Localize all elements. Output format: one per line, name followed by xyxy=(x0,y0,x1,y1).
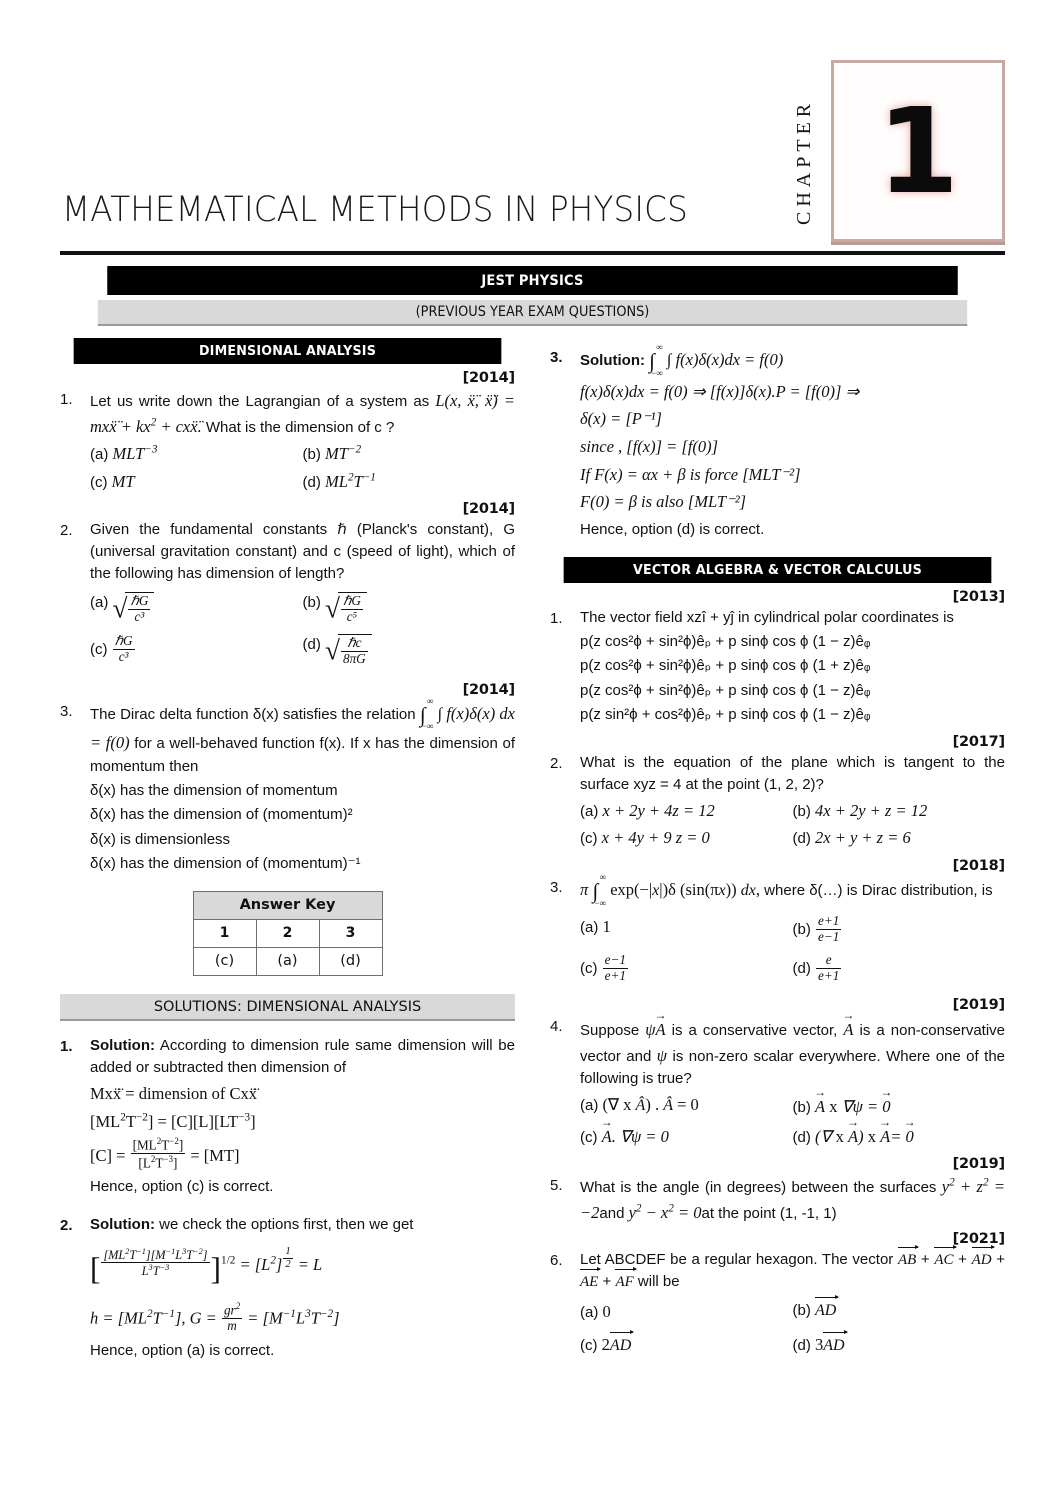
chapter-number: 1 xyxy=(876,82,960,220)
solution-line: since , [f(x)] = [f(0)] xyxy=(580,436,719,456)
integral-expression: exp(−|x|)δ (sin(πx)) dx, xyxy=(610,879,761,899)
chapter-word-label: CHAPTER xyxy=(793,98,815,226)
solution-line: [ $\frac{[ML^2T^{-1}][M^{-1}L^3T^{-2}]}{L^3T^{-3}}$ ]$^{1/2} = [L^2]$ $^{\frac{1}{2}}$ = L xyxy=(90,1245,323,1286)
option-a[interactable]: (a) 1 xyxy=(580,916,611,936)
question-item xyxy=(60,519,515,667)
option-b[interactable]: δ(x) has the dimension of (momentum)² xyxy=(90,806,353,824)
question-number: 6. xyxy=(550,1252,563,1270)
option-d[interactable]: (d) 2x + y + z = 6 xyxy=(792,828,911,848)
question-item xyxy=(60,388,515,495)
question-year: [2017] xyxy=(952,733,1005,750)
table-row xyxy=(193,919,382,947)
solution-text: Solution: According to dimension rule same dimension will be added or subtracted then dimension of xyxy=(90,1036,515,1077)
question-number: 5. xyxy=(550,1177,563,1195)
solution-conclusion: Hence, option (c) is correct. xyxy=(90,1177,274,1195)
option-a[interactable]: (a) √ $\frac{\text{ℏG}}{\text{c³}}$ xyxy=(90,586,303,626)
title-divider xyxy=(60,251,1005,255)
answer-key-answer: (d) xyxy=(319,947,382,975)
solution-conclusion: Hence, option (d) is correct. xyxy=(580,520,765,538)
option-d[interactable]: (d) $\frac{e}{e+1}$ xyxy=(792,952,840,984)
option-b[interactable]: (b) 4x + 2y + z = 12 xyxy=(792,800,928,820)
option-list xyxy=(580,630,1005,728)
answer-key-title: Answer Key xyxy=(193,891,382,919)
option-d[interactable]: p(z sin²ϕ + cos²ϕ)êₚ + p sinϕ cos ϕ (1 − z)êᵩ xyxy=(580,706,871,724)
option-b[interactable]: (b) $\frac{e+1}{e-1}$ xyxy=(792,912,840,944)
option-b[interactable]: p(z cos²ϕ + sin²ϕ)êₚ + p sinϕ cos ϕ (1 + z)êᵩ xyxy=(580,657,871,675)
question-text: Let ABCDEF be a regular hexagon. The vector AB + AC + AD + AE + AF will be xyxy=(580,1249,1005,1293)
option-d[interactable]: (d) √ $\frac{\text{ℏc}}{8\pi G}$ xyxy=(303,626,516,668)
question-number: 2. xyxy=(60,522,73,540)
option-list xyxy=(580,797,1005,852)
option-c[interactable]: (c) $\frac{\text{ℏG}}{\text{c³}}$ xyxy=(90,632,133,664)
solution-number: 1. xyxy=(60,1037,73,1055)
solution-number: 3. xyxy=(550,349,563,366)
option-list xyxy=(580,1294,1005,1359)
option-a[interactable]: (a) 0 xyxy=(580,1302,611,1322)
question-item xyxy=(550,1015,1005,1150)
option-list xyxy=(90,586,515,667)
solution-item xyxy=(550,342,1005,541)
solution-text: Solution: ∫ ∞ −∞ ∫ f(x)δ(x)dx = f(0) xyxy=(580,342,784,378)
integral-symbol: ∫ ∞ −∞ xyxy=(592,871,606,908)
option-list xyxy=(90,779,515,877)
question-text: π ∫ ∞ −∞ exp(−|x|)δ (sin(πx)) dx, where δ(…) is Dirac distribution, is xyxy=(580,871,993,908)
option-b[interactable]: (b) $MT^{-2}$ xyxy=(302,443,362,464)
question-number: 2. xyxy=(550,754,563,772)
question-formula: L(x, ẍ̈, ẍ̈) = mxẍ̈ + $kx^2$ + cxẍ̈. xyxy=(90,391,515,436)
option-a[interactable]: (a) x + 2y + 4z = 12 xyxy=(580,800,715,820)
solution-label: Solution: xyxy=(580,352,645,369)
answer-key-number: 3 xyxy=(319,919,382,947)
question-year: [2021] xyxy=(952,1231,1005,1248)
question-year: [2013] xyxy=(952,588,1005,605)
right-column xyxy=(550,338,1005,1359)
solution-line: If F(x) = αx + β is force [MLT⁻²] xyxy=(580,464,801,484)
question-number: 1. xyxy=(550,609,563,627)
option-b[interactable]: (b) AD xyxy=(793,1294,1006,1326)
solution-line: [C] = $\frac{[ML^2T^{-2}]}{[L^2T^{-3}]}$ = [MT] xyxy=(90,1136,240,1171)
solution-line: $h = [ML^2T^{-1}]$, G = $\frac{gr^2}{m}$ = $[M^{-1}L^3T^{-2}]$ xyxy=(90,1301,340,1334)
option-d[interactable]: (d) 3AD xyxy=(793,1326,1006,1359)
solution-item xyxy=(60,1214,515,1363)
question-number: 1. xyxy=(60,391,73,408)
question-item xyxy=(550,871,1005,985)
option-a[interactable]: (a) $MLT^{-3}$ xyxy=(90,443,158,464)
question-year: [2019] xyxy=(952,996,1005,1013)
question-lead: Let us write down the Lagrangian of a system as xyxy=(90,393,430,410)
section-header-dimensional-analysis: DIMENSIONAL ANALYSIS xyxy=(74,338,502,364)
option-c[interactable]: (c) x + 4y + 9 z = 0 xyxy=(580,828,710,848)
answer-key-number: 1 xyxy=(193,919,256,947)
question-item xyxy=(550,607,1005,728)
question-tail: for a well-behaved function f(x). If x has the dimension of momentum then xyxy=(90,735,515,775)
question-year: [2018] xyxy=(952,857,1005,874)
option-list xyxy=(90,440,515,495)
answer-key-wrapper xyxy=(60,891,515,976)
integral-symbol: ∫ ∞ −∞ xyxy=(649,342,663,378)
solution-line: Mxẍ̈ = dimension of Cxẍ̈ xyxy=(90,1084,257,1104)
question-lead: The Dirac delta function δ(x) satisfies the relation xyxy=(90,705,416,723)
question-year: [2019] xyxy=(952,1156,1005,1173)
option-b[interactable]: (b) A → x ∇ψ = 0 → xyxy=(793,1091,1006,1121)
question-item xyxy=(550,1249,1005,1359)
option-c[interactable]: (c) A →. ∇ψ = 0 xyxy=(580,1121,793,1151)
option-d[interactable]: δ(x) has the dimension of (momentum)⁻¹ xyxy=(90,855,361,873)
page-title: MATHEMATICAL METHODS IN PHYSICS xyxy=(62,190,688,230)
solution-label: Solution: xyxy=(90,1215,155,1233)
answer-key-answer: (a) xyxy=(256,947,319,975)
answer-key-answer: (c) xyxy=(193,947,256,975)
chapter-number-box xyxy=(831,60,1005,242)
question-text: Suppose ψA → is a conservative vector, A → is a non-conservative vector and ψ is non-zero scalar everywhere. Where one of the following is true? xyxy=(580,1015,1005,1090)
solution-number: 2. xyxy=(60,1216,73,1234)
exam-banner: JEST PHYSICS xyxy=(107,266,958,295)
question-item xyxy=(550,752,1005,852)
option-a[interactable]: (a) (∇ x Â) . Â = 0 xyxy=(580,1095,699,1115)
solution-line: δ(x) = [P⁻¹] xyxy=(580,409,662,429)
page-header xyxy=(60,60,1005,250)
option-list xyxy=(580,1091,1005,1150)
section-header-solutions: SOLUTIONS: DIMENSIONAL ANALYSIS xyxy=(60,994,515,1021)
option-a[interactable]: δ(x) has the dimension of momentum xyxy=(90,781,338,799)
solution-line: f(x)δ(x)dx = f(0) ⇒ [f(x)]δ(x).P = [f(0)] ⇒ xyxy=(580,381,860,401)
section-header-vector-algebra: VECTOR ALGEBRA & VECTOR CALCULUS xyxy=(564,557,992,583)
table-row xyxy=(193,891,382,919)
left-column xyxy=(60,338,515,1362)
question-text: What is the angle (in degrees) between the surfaces $y^2 + z^2 = -2and$ $y^2 - x^2 = 0at$ the point (1, -1, 1) xyxy=(580,1176,1006,1222)
solution-label: Solution: xyxy=(90,1036,155,1054)
question-text: The vector field xzî + yĵ in cylindrical polar coordinates is xyxy=(580,608,954,626)
question-year: [2014] xyxy=(462,370,515,386)
integral-symbol: ∫ ∞ −∞ xyxy=(419,695,434,732)
question-number: 3. xyxy=(60,702,73,720)
table-row xyxy=(193,947,382,975)
question-text: What is the equation of the plane which is tangent to the surface xyz = 4 at the point (1, 2, 2)? xyxy=(580,753,1005,793)
option-c[interactable]: (c) $\frac{e-1}{e+1}$ xyxy=(580,952,627,984)
option-c[interactable]: (c) 2AD xyxy=(580,1326,793,1359)
option-c[interactable]: (c) MT xyxy=(90,471,135,491)
answer-key-table xyxy=(193,891,383,976)
solution-line: $[ML^2T^{-2}] = [C][L][LT^{-3}]$ xyxy=(90,1111,256,1131)
option-b[interactable]: (b) √ $\frac{\text{ℏG}}{\text{c⁵}}$ xyxy=(303,586,516,626)
question-item xyxy=(60,695,515,877)
option-a[interactable]: p(z cos²ϕ + sin²ϕ)êₚ + p sinϕ cos ϕ (1 − z)êᵩ xyxy=(580,632,871,650)
option-c[interactable]: p(z cos²ϕ + sin²ϕ)êₚ + p sinϕ cos ϕ (1 − z)êᵩ xyxy=(580,681,871,699)
option-c[interactable]: δ(x) is dimensionless xyxy=(90,830,231,848)
solution-line: F(0) = β is also [MLT⁻²] xyxy=(580,492,747,512)
option-d[interactable]: (d) (∇ x A →) x A →= 0 → xyxy=(793,1121,1006,1151)
question-year: [2014] xyxy=(462,681,515,698)
question-text xyxy=(90,695,515,778)
solution-text: Solution: we check the options first, then we get xyxy=(90,1215,414,1233)
solution-item xyxy=(60,1035,515,1198)
integral-expression: ∫ f(x)δ(x) dx = f(0) xyxy=(90,703,515,753)
subtitle-banner: (PREVIOUS YEAR EXAM QUESTIONS) xyxy=(98,300,967,326)
question-text: Given the fundamental constants ℏ (Planck's constant), G (universal gravitation constant) and c (speed of light), which of the following has dimension of length? xyxy=(90,521,515,583)
question-year: [2014] xyxy=(462,501,515,518)
question-number: 4. xyxy=(550,1017,563,1035)
question-text xyxy=(90,388,515,439)
solution-conclusion: Hence, option (a) is correct. xyxy=(90,1342,275,1360)
option-list xyxy=(580,908,1005,985)
question-number: 3. xyxy=(550,878,563,896)
option-d[interactable]: (d) $ML^2T^{-1}$ xyxy=(302,471,376,491)
answer-key-number: 2 xyxy=(256,919,319,947)
question-tail: What is the dimension of c ? xyxy=(205,418,395,436)
question-item xyxy=(550,1174,1005,1225)
